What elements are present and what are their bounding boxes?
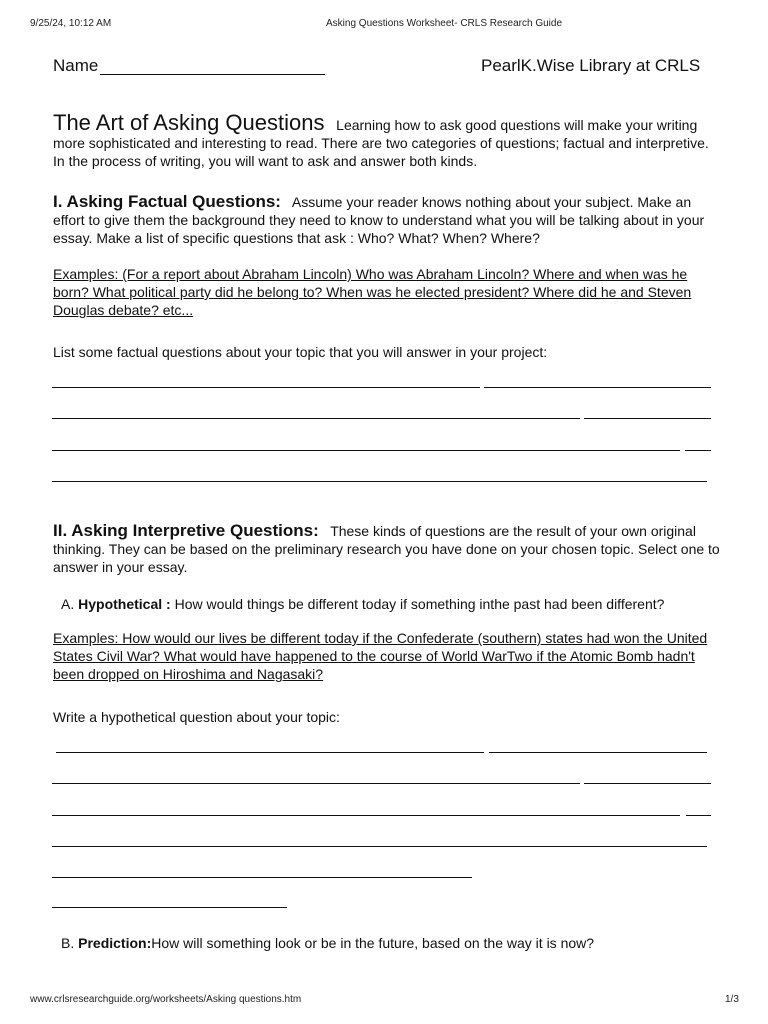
hypothetical-prompt: Write a hypothetical question about your topic: <box>53 709 340 725</box>
answer-line[interactable] <box>484 387 711 388</box>
factual-heading: I. Asking Factual Questions: <box>53 192 281 211</box>
answer-line[interactable] <box>52 450 680 451</box>
factual-prompt: List some factual questions about your topic that you will answer in your project: <box>53 344 548 360</box>
page-number: 1/3 <box>725 994 739 1005</box>
page-title: The Art of Asking Questions <box>53 110 325 135</box>
factual-body: an effort to give them the background they need to know to understand what you will be talking about in your essay. Make a list of specific questions that ask : Who? What? When? Where? <box>53 194 705 246</box>
answer-line[interactable] <box>686 815 711 816</box>
name-blank-line[interactable] <box>100 74 325 75</box>
factual-paragraph <box>53 193 723 247</box>
interpretive-body: original thinking. They can be based on the preliminary research you have done on your chosen topic. Select one to answer in your essay. <box>53 523 720 575</box>
intro-body: writing more sophisticated and interesting to read. There are two categories of questions; factual and interpretive. In the process of writing, you will want to ask and answer both kinds. <box>53 117 709 169</box>
answer-line[interactable] <box>52 877 472 878</box>
answer-line[interactable] <box>584 418 711 419</box>
factual-examples: Examples: (For a report about Abraham Lincoln) Who was Abraham Lincoln? Where and when was he born? What political party did he belong to? When was he elected president? Where did he and Steven Douglas debate? etc... <box>53 266 692 318</box>
answer-line[interactable] <box>52 481 707 482</box>
hypothetical-item <box>61 595 731 613</box>
intro-paragraph <box>53 110 723 170</box>
answer-line[interactable] <box>52 387 480 388</box>
print-date: 9/25/24, 10:12 AM <box>30 18 112 29</box>
answer-line[interactable] <box>685 450 711 451</box>
name-label: Name <box>53 56 99 75</box>
answer-line[interactable] <box>489 752 707 753</box>
print-title: Asking Questions Worksheet- CRLS Research Guide <box>326 18 563 29</box>
answer-line[interactable] <box>52 783 580 784</box>
prediction-item <box>61 934 731 952</box>
prediction-label: Prediction: <box>78 935 152 951</box>
print-url: www.crlsresearchguide.org/worksheets/Asking questions.htm <box>30 994 302 1005</box>
answer-line[interactable] <box>52 907 287 908</box>
library-name: PearlK.Wise Library at CRLS <box>481 56 701 75</box>
prediction-text: How will something look or be in the future, based on the way it is now? <box>151 935 595 951</box>
interpretive-heading: II. Asking Interpretive Questions: <box>53 521 319 540</box>
prediction-prefix: B. <box>61 935 75 951</box>
answer-line[interactable] <box>52 815 680 816</box>
hypothetical-prefix: A. <box>61 596 75 612</box>
answer-line[interactable] <box>584 783 711 784</box>
answer-line[interactable] <box>56 752 484 753</box>
intro-lead: Learning how to ask good questions will make your <box>336 117 653 133</box>
interpretive-paragraph <box>53 522 723 576</box>
answer-line[interactable] <box>52 418 580 419</box>
interpretive-lead: These kinds of questions are the result of your own <box>330 523 647 539</box>
factual-lead: Assume your reader knows nothing about your subject. Make <box>291 194 672 210</box>
interpretive-examples: Examples: How would our lives be different today if the Confederate (southern) states had won the United States Civil War? What would have happened to the course of World WarTwo if the Atomic Bomb hadn't been dropped on Hiroshima and Nagasaki? <box>53 630 708 682</box>
answer-line[interactable] <box>52 846 707 847</box>
hypothetical-text: How would things be different today if something inthe past had been different? <box>174 596 665 612</box>
hypothetical-label: Hypothetical : <box>78 596 171 612</box>
